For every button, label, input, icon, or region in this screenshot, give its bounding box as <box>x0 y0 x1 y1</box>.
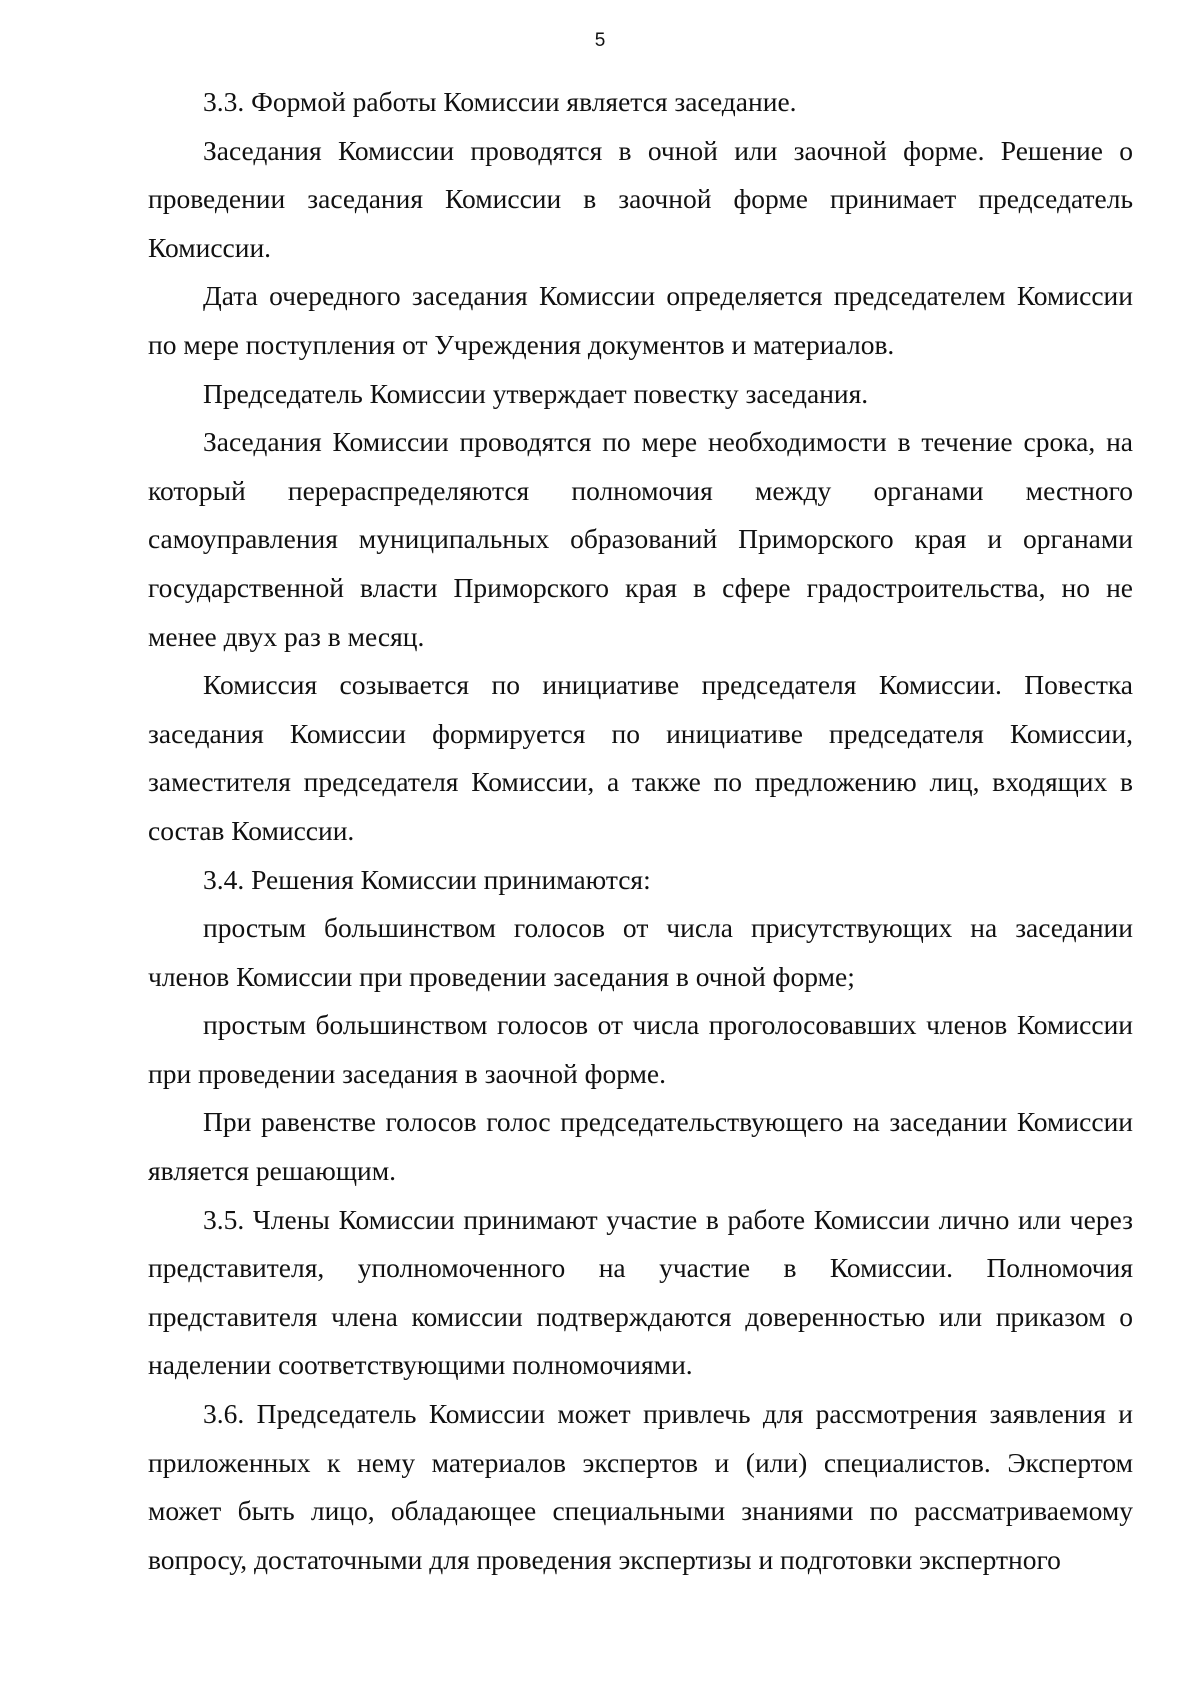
paragraph-3-3: 3.3. Формой работы Комиссии является заседание. <box>203 86 797 117</box>
paragraph-tie-vote: При равенстве голосов голос председательствующего на заседании Комиссии является решающим. <box>148 1106 1133 1187</box>
paragraph-majority-in-person: простым большинством голосов от числа присутствующих на заседании членов Комиссии при проведении заседания в очной форме; <box>148 912 1133 992</box>
paragraph-3-6: 3.6. Председатель Комиссии может привлечь для рассмотрения заявления и приложенных к нему материалов экспертов и (или) специалистов. Экспертом может быть лицо, обладающее специальными знаниями по рассматриваемому вопросу, достаточными для проведения экспертизы и подготовки экспертного <box>148 1398 1133 1575</box>
paragraph-convening: Комиссия созывается по инициативе председателя Комиссии. Повестка заседания Комиссии формируется по инициативе председателя Комиссии, заместителя председателя Комиссии, а также по предложению лиц, входящих в состав Комиссии. <box>148 669 1133 846</box>
paragraph-3-5: 3.5. Члены Комиссии принимают участие в работе Комиссии лично или через представителя, уполномоченного на участие в Комиссии. Полномочия представителя члена комиссии подтверждаются доверенностью или приказом о наделении соответствующими полномочиями. <box>148 1203 1133 1381</box>
paragraph-3-4: 3.4. Решения Комиссии принимаются: <box>203 863 651 895</box>
paragraph-agenda-approval: Председатель Комиссии утверждает повестку заседания. <box>203 377 869 409</box>
paragraph-meeting-forms: Заседания Комиссии проводятся в очной или заочной форме. Решение о проведении заседания Комиссии в заочной форме принимает председатель Комиссии. <box>148 134 1133 263</box>
paragraph-meeting-frequency: Заседания Комиссии проводятся по мере необходимости в течение срока, на который перераспределяются полномочия между органами местного самоуправления муниципальных образований Приморского края и органами государственной власти Приморского края в сфере градостроительства, но не менее двух раз в месяц. <box>148 426 1133 652</box>
document-body <box>148 78 1133 1584</box>
paragraph-majority-absentee: простым большинством голосов от числа проголосовавших членов Комиссии при проведении заседания в заочной форме. <box>148 1009 1133 1089</box>
paragraph-meeting-date: Дата очередного заседания Комиссии определяется председателем Комиссии по мере поступления от Учреждения документов и материалов. <box>148 280 1133 360</box>
page-number: 5 <box>594 30 606 51</box>
